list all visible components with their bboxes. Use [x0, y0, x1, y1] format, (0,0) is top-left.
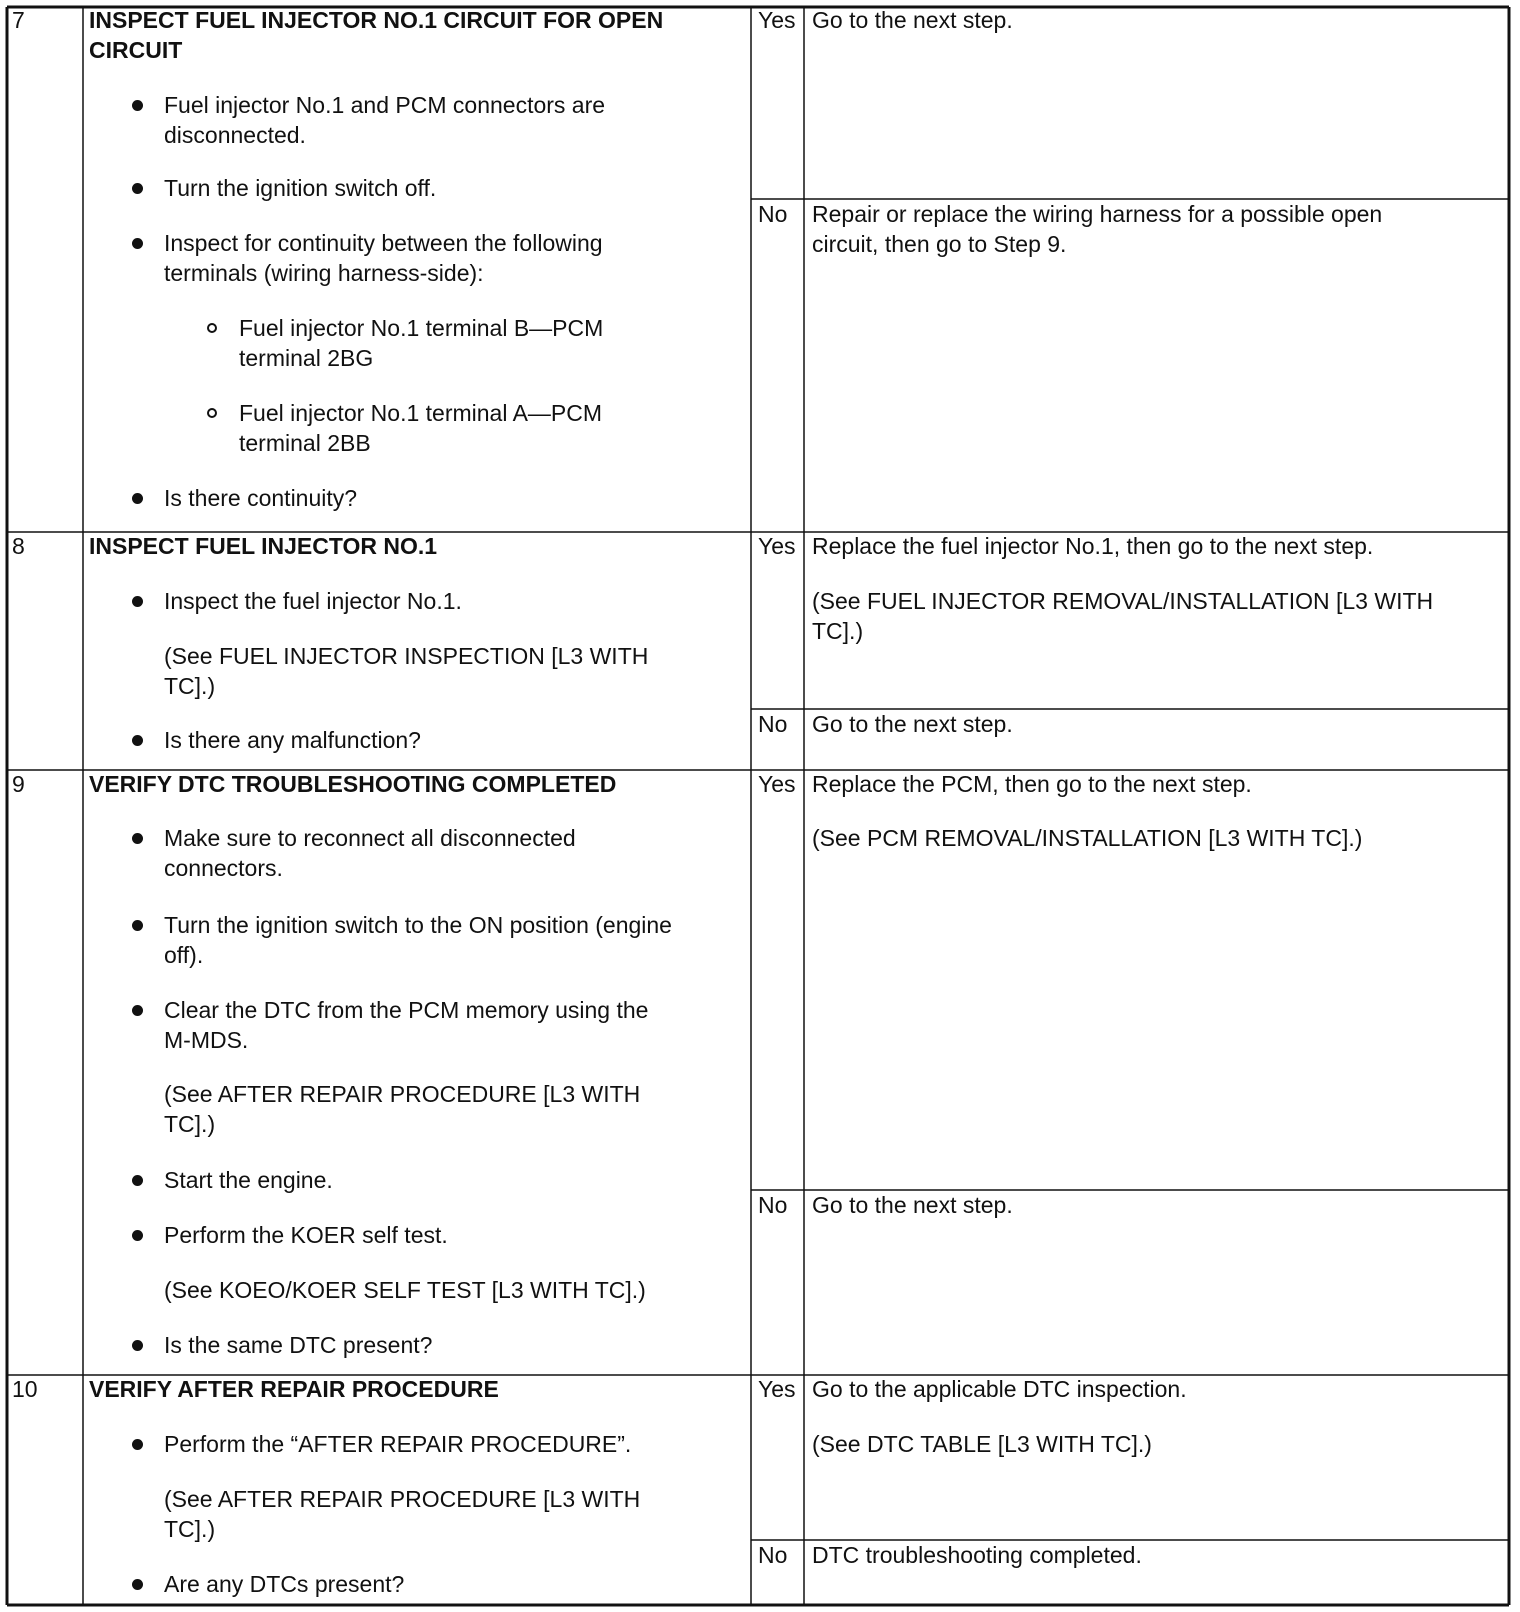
- reference-text: (See AFTER REPAIR PROCEDURE [L3 WITH: [164, 1081, 641, 1107]
- yes-label: Yes: [758, 771, 796, 797]
- step-title: INSPECT FUEL INJECTOR NO.1: [89, 533, 438, 559]
- yes-label: Yes: [758, 7, 796, 33]
- sub-instruction-text: terminal 2BG: [239, 345, 374, 371]
- reference-text: TC].): [164, 1516, 216, 1542]
- instruction-text: Start the engine.: [164, 1167, 333, 1193]
- bullet-icon: [132, 1230, 143, 1241]
- instruction-text: M-MDS.: [164, 1027, 249, 1053]
- no-action-text: Go to the next step.: [812, 1192, 1013, 1218]
- step-title: VERIFY DTC TROUBLESHOOTING COMPLETED: [89, 771, 617, 797]
- no-label: No: [758, 711, 788, 737]
- instruction-text: Inspect the fuel injector No.1.: [164, 588, 462, 614]
- yes-action-text: Go to the next step.: [812, 7, 1013, 33]
- yes-reference-text: (See DTC TABLE [L3 WITH TC].): [812, 1431, 1152, 1457]
- reference-text: (See FUEL INJECTOR INSPECTION [L3 WITH: [164, 643, 649, 669]
- instruction-text: terminals (wiring harness-side):: [164, 260, 484, 286]
- yes-action-text: Go to the applicable DTC inspection.: [812, 1376, 1187, 1402]
- bullet-icon: [132, 493, 143, 504]
- hollow-bullet-icon: [207, 323, 217, 333]
- step-number: 9: [12, 771, 25, 797]
- no-label: No: [758, 1542, 788, 1568]
- no-action-text: circuit, then go to Step 9.: [812, 231, 1067, 257]
- instruction-text: off).: [164, 942, 204, 968]
- no-action-text: Repair or replace the wiring harness for a possible open: [812, 201, 1383, 227]
- instruction-text: Perform the “AFTER REPAIR PROCEDURE”.: [164, 1431, 632, 1457]
- no-action-text: Go to the next step.: [812, 711, 1013, 737]
- reference-text: TC].): [164, 673, 216, 699]
- bullet-icon: [132, 735, 143, 746]
- instruction-text: disconnected.: [164, 122, 306, 148]
- reference-text: (See AFTER REPAIR PROCEDURE [L3 WITH: [164, 1486, 641, 1512]
- yes-label: Yes: [758, 1376, 796, 1402]
- bullet-icon: [132, 1005, 143, 1016]
- step-title: VERIFY AFTER REPAIR PROCEDURE: [89, 1376, 499, 1402]
- instruction-text: Is there any malfunction?: [164, 727, 421, 753]
- step-number: 10: [12, 1376, 38, 1402]
- bullet-icon: [132, 1340, 143, 1351]
- bullet-icon: [132, 1439, 143, 1450]
- instruction-text: connectors.: [164, 855, 283, 881]
- step-number: 7: [12, 7, 25, 33]
- yes-label: Yes: [758, 533, 796, 559]
- sub-instruction-text: Fuel injector No.1 terminal B—PCM: [239, 315, 604, 341]
- step-title: INSPECT FUEL INJECTOR NO.1 CIRCUIT FOR OPEN: [89, 7, 664, 33]
- no-action-text: DTC troubleshooting completed.: [812, 1542, 1142, 1568]
- bullet-icon: [132, 1579, 143, 1590]
- bullet-icon: [132, 100, 143, 111]
- instruction-text: Is the same DTC present?: [164, 1332, 433, 1358]
- instruction-text: Clear the DTC from the PCM memory using the: [164, 997, 649, 1023]
- reference-text: TC].): [164, 1111, 216, 1137]
- bullet-icon: [132, 1175, 143, 1186]
- bullet-icon: [132, 833, 143, 844]
- step-title: CIRCUIT: [89, 37, 183, 63]
- yes-reference-text: (See FUEL INJECTOR REMOVAL/INSTALLATION [L3 WITH: [812, 588, 1434, 614]
- hollow-bullet-icon: [207, 408, 217, 418]
- instruction-text: Is there continuity?: [164, 485, 358, 511]
- instruction-text: Make sure to reconnect all disconnected: [164, 825, 576, 851]
- reference-text: (See KOEO/KOER SELF TEST [L3 WITH TC].): [164, 1277, 646, 1303]
- step-number: 8: [12, 533, 25, 559]
- bullet-icon: [132, 238, 143, 249]
- no-label: No: [758, 201, 788, 227]
- sub-instruction-text: Fuel injector No.1 terminal A—PCM: [239, 400, 603, 426]
- instruction-text: Inspect for continuity between the following: [164, 230, 603, 256]
- yes-action-text: Replace the fuel injector No.1, then go to the next step.: [812, 533, 1374, 559]
- yes-action-text: Replace the PCM, then go to the next step.: [812, 771, 1252, 797]
- instruction-text: Are any DTCs present?: [164, 1571, 405, 1597]
- sub-instruction-text: terminal 2BB: [239, 430, 371, 456]
- instruction-text: Turn the ignition switch to the ON position (engine: [164, 912, 672, 938]
- bullet-icon: [132, 920, 143, 931]
- yes-reference-text: (See PCM REMOVAL/INSTALLATION [L3 WITH TC].): [812, 825, 1363, 851]
- instruction-text: Turn the ignition switch off.: [164, 175, 437, 201]
- instruction-text: Fuel injector No.1 and PCM connectors are: [164, 92, 606, 118]
- bullet-icon: [132, 183, 143, 194]
- yes-reference-text: TC].): [812, 618, 864, 644]
- bullet-icon: [132, 596, 143, 607]
- no-label: No: [758, 1192, 788, 1218]
- instruction-text: Perform the KOER self test.: [164, 1222, 448, 1248]
